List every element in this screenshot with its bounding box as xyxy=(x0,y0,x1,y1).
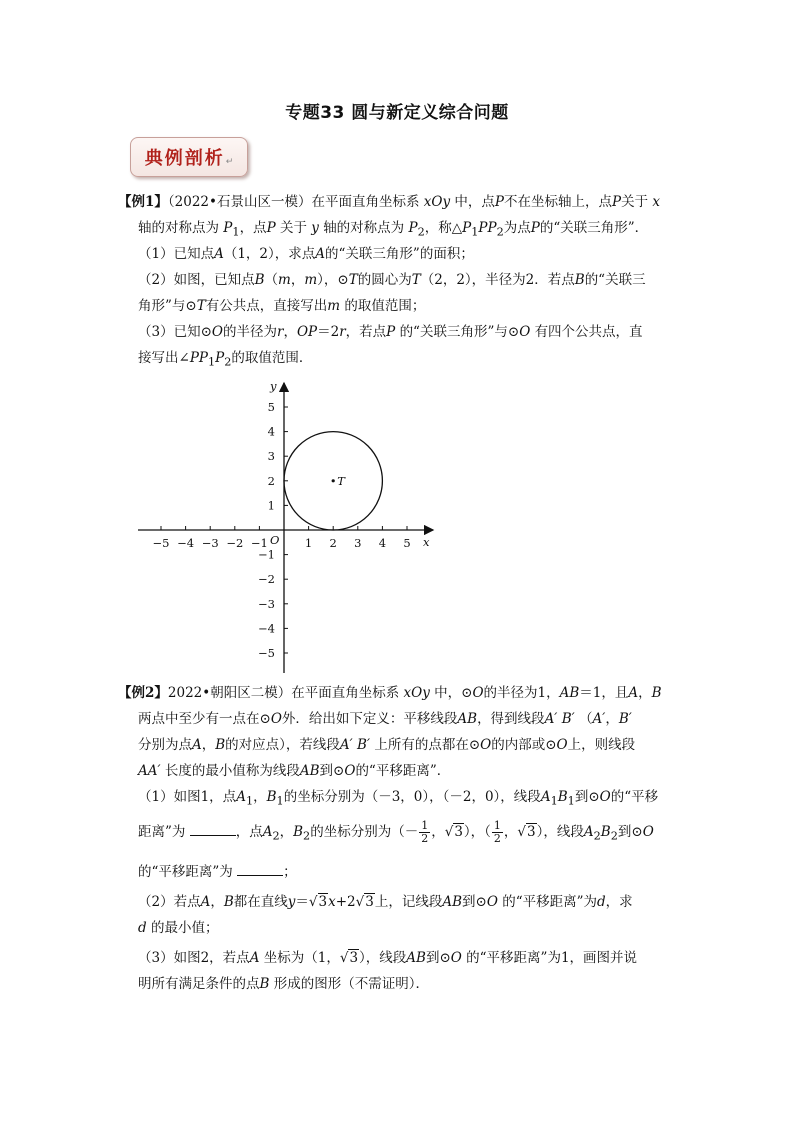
y-tick-label: −2 xyxy=(258,572,275,587)
origin-label: O xyxy=(270,533,280,547)
x-tick-label: −1 xyxy=(250,536,268,550)
ex2-line-1: 【例2】2022•朝阳区二模）在平面直角坐标系 xOy 中，⊙O的半径为1，AB＝1，且A，B xyxy=(118,685,662,701)
ex2-q2-line-1: （2）若点A，B都在直线y＝√3x+2√3上，记线段AB到⊙O 的“平移距离”为d，求 xyxy=(138,894,633,910)
y-tick-label: −1 xyxy=(258,547,275,562)
y-tick-label: 5 xyxy=(267,400,275,414)
x-tick-label: −4 xyxy=(177,536,195,550)
ex1-q3-line-1: （3）已知⊙O的半径为r，OP＝2r，若点P 的“关联三角形”与⊙O 有四个公共点，直 xyxy=(138,324,643,340)
fraction-one-half: $\frac{1}{2}$ xyxy=(421,819,429,845)
fraction-one-half: $\frac{1}{2}$ xyxy=(493,819,501,845)
x-tick-label: 1 xyxy=(304,536,313,550)
ex1-line-2: 轴的对称点为 $P_1$，点P 关于 y 轴的对称点为 $P_2$，称$\triangle P_1PP_2$为点P的“关联三角形”． xyxy=(138,220,649,239)
x-tick-label: 5 xyxy=(403,536,411,550)
y-tick-label: 3 xyxy=(267,449,275,464)
ex1-q2-line-1: （2）如图，已知点B（m，m），⊙T的圆心为T（2，2），半径为2．若点B的“关联三 xyxy=(138,272,646,288)
ex1-q1: （1）已知点A（1，2），求点A的“关联三角形”的面积； xyxy=(138,246,474,262)
ex2-q1-line-1: （1）如图1，点$A_1$，$B_1$的坐标分别为（－3，0），（－2，0），线段$A_1B_1$到⊙O的“平移 xyxy=(138,789,659,808)
y-tick-label: −4 xyxy=(258,621,275,636)
center-label: T xyxy=(337,473,345,488)
center-point-T xyxy=(332,479,335,482)
answer-blank-2[interactable] xyxy=(237,863,283,876)
y-tick-label: 2 xyxy=(267,473,275,488)
answer-blank-1[interactable] xyxy=(190,823,236,836)
y-tick-label: 1 xyxy=(267,498,275,513)
x-tick-label: 4 xyxy=(378,536,387,550)
x-axis-label: x xyxy=(423,535,430,549)
ex1-q2-line-2: 角形”与⊙T有公共点，直接写出m 的取值范围； xyxy=(138,298,426,314)
x-tick-label: 2 xyxy=(329,536,337,550)
coordinate-graph xyxy=(133,378,443,678)
y-tick-label: −5 xyxy=(258,646,275,660)
ex2-q3-line-2: 明所有满足条件的点B 形成的图形（不需证明）． xyxy=(138,976,429,992)
x-tick-label: 3 xyxy=(354,536,362,550)
badge-label: 典例剖析 xyxy=(144,148,225,169)
ex2-q1-line-2: 距离”为 ，点$A_2$，$B_2$的坐标分别为（－ $\frac{1}{2}$ ，√3），（ $\frac{1}{2}$ ，√3），线段$A_2B_2$到⊙O xyxy=(138,819,654,845)
ex2-q3-line-1: （3）如图2，若点A 坐标为（1，√3），线段AB到⊙O 的“平移距离”为1，画图并说 xyxy=(138,950,638,966)
x-tick-label: −3 xyxy=(201,536,219,550)
page-title: 专题33 圆与新定义综合问题 xyxy=(285,103,509,123)
ex2-q1-line-3: 的“平移距离”为 ； xyxy=(138,864,297,880)
section-badge xyxy=(130,137,248,177)
ex2-line-4: AA′ 长度的最小值称为线段AB到⊙O的“平移距离”． xyxy=(138,763,451,779)
x-tick-label: −2 xyxy=(226,536,244,550)
y-tick-label: 4 xyxy=(267,424,275,439)
ex2-line-3: 分别为点A，B的对应点），若线段A′ B′ 上所有的点都在⊙O的内部或⊙O上，则线段 xyxy=(138,737,636,753)
ex2-line-2: 两点中至少有一点在⊙O外．给出如下定义：平移线段AB，得到线段A′ B′ （A′，B′ xyxy=(138,711,632,727)
y-axis-label: y xyxy=(270,379,277,393)
paragraph-mark: ↵ xyxy=(225,157,234,167)
x-tick-label: −5 xyxy=(152,536,170,550)
ex1-q3-line-2: 接写出$\angle PP_1P_2$的取值范围． xyxy=(138,350,313,369)
y-tick-label: −3 xyxy=(258,596,275,611)
ex2-q2-line-2: d 的最小值； xyxy=(138,920,219,936)
ex1-line-1: 【例1】（2022•石景山区一模）在平面直角坐标系 xOy 中，点P不在坐标轴上，点P关于 x xyxy=(118,194,660,210)
